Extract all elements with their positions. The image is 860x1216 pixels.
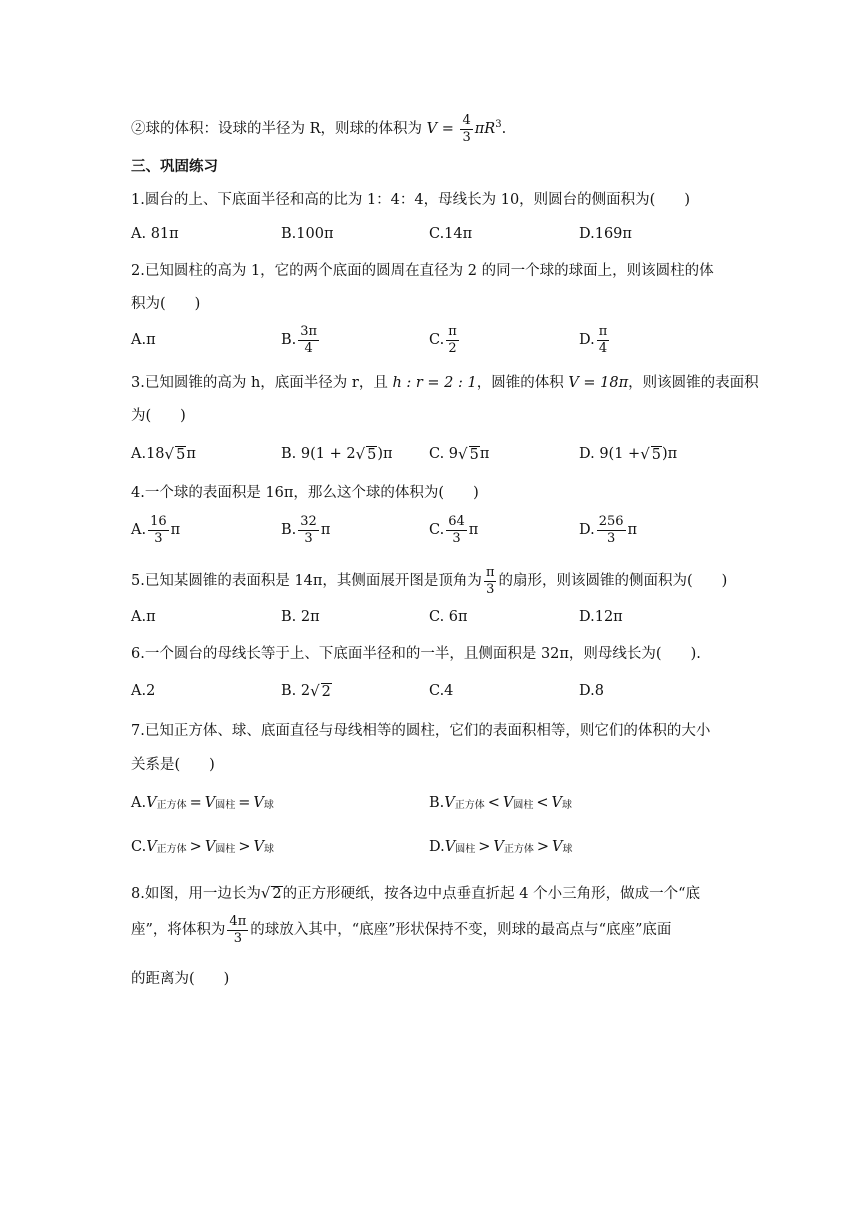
q7-relation: = — [189, 795, 202, 811]
q5-angle-denominator: 3 — [486, 581, 495, 597]
q6-options — [131, 671, 731, 711]
q2-stem-line2: 积为( ) — [131, 296, 201, 312]
q2-option-b — [281, 320, 321, 360]
q4-option-c — [429, 510, 478, 550]
q7-option-a — [131, 783, 274, 823]
intro-fraction-denominator: 3 — [462, 129, 471, 145]
q2-option-d-denominator: 4 — [598, 340, 608, 356]
q3-option-c-suffix: π — [479, 446, 490, 462]
q7-sub-cylinder: 圆柱 — [215, 799, 236, 811]
q4-option-a-numerator: 16 — [150, 513, 167, 529]
q4-option-d-denominator: 3 — [606, 530, 616, 546]
q8-stem-line2 — [131, 910, 671, 950]
q2-stem-line1: 2.已知圆柱的高为 1，它的两个底面的圆周在直径为 2 的同一个球的球面上，则该圆柱的体 — [131, 263, 714, 279]
q4-option-a-denominator: 3 — [154, 530, 163, 546]
q4-option-c-numerator: 64 — [448, 513, 465, 529]
q6-option-a: A.2 — [131, 683, 156, 699]
q3-option-a-radicand: 5 — [176, 446, 186, 463]
q7-options-row1 — [131, 783, 731, 823]
q3-option-a — [131, 434, 196, 474]
q4-option-a-label: A. — [131, 522, 147, 538]
q7-sub-cube: 正方体 — [156, 843, 187, 855]
sqrt-icon: √ — [164, 445, 175, 463]
q7-options-row2 — [131, 827, 731, 867]
q3-option-a-prefix: A.18 — [131, 446, 165, 462]
q8-volume-denominator: 3 — [233, 930, 242, 946]
q2-option-c-numerator: π — [448, 323, 457, 339]
intro-fraction-numerator: 4 — [462, 113, 471, 128]
q2-option-d-numerator: π — [598, 323, 608, 339]
q8-volume-fraction — [227, 915, 248, 945]
q1-stem: 1.圆台的上、下底面半径和高的比为 1：4：4，母线长为 10，则圆台的侧面积为( ) — [131, 192, 690, 208]
q7-sub-ball: 球 — [562, 799, 573, 811]
q7-option-d-label: D. — [429, 839, 445, 855]
q7-sub-cylinder: 圆柱 — [455, 843, 476, 855]
q2-option-d-label: D. — [579, 332, 595, 348]
q5-option-d: D.12π — [579, 609, 623, 625]
q7-v: V — [253, 839, 264, 855]
q8-line2-part1: 座”，将体积为 — [131, 921, 226, 938]
q6-option-d: D.8 — [579, 683, 604, 699]
q4-option-c-denominator: 3 — [452, 530, 461, 546]
q3-option-b-suffix: )π — [377, 446, 393, 462]
q6-option-b — [281, 671, 332, 711]
q4-option-b — [281, 510, 330, 550]
q7-sub-cube: 正方体 — [454, 799, 485, 811]
q7-v: V — [204, 839, 216, 855]
q2-option-b-fraction — [298, 325, 319, 355]
q3-volume: V = 18π — [568, 375, 629, 391]
q1-option-b: B.100π — [281, 226, 334, 242]
q4-option-a — [131, 510, 180, 550]
q3-option-c — [429, 434, 489, 474]
q8-stem-part1: 8.如图，用一边长为 — [131, 886, 261, 902]
intro-line — [131, 114, 506, 144]
q7-sub-ball: 球 — [263, 799, 274, 811]
q5-options — [131, 597, 731, 637]
q4-option-b-numerator: 32 — [300, 513, 317, 529]
q3-option-c-radicand: 5 — [469, 446, 479, 463]
q3-stem-part2: ，圆锥的体积 — [476, 375, 569, 391]
q3-option-c-prefix: C. 9 — [429, 446, 459, 462]
sqrt-icon: √ — [640, 445, 650, 463]
q3-option-d-radicand: 5 — [651, 446, 661, 463]
q8-stem-part2: 的正方形硬纸，按各边中点垂直折起 4 个小三角形，做成一个“底 — [282, 886, 700, 902]
q3-option-b-radicand: 5 — [367, 446, 377, 463]
q3-option-d-prefix: D. 9(1 + — [579, 446, 641, 462]
q1-option-d: D.169π — [579, 226, 632, 242]
q2-options — [131, 320, 731, 360]
q6-option-c: C.4 — [429, 683, 454, 699]
q4-option-b-suffix: π — [320, 522, 331, 538]
q2-option-c — [429, 320, 461, 360]
q5-option-c: C. 6π — [429, 609, 468, 625]
q7-option-c-label: C. — [131, 839, 147, 855]
q7-relation: < — [487, 795, 500, 811]
q3-option-a-suffix: π — [186, 446, 196, 462]
q2-option-c-denominator: 2 — [448, 340, 457, 356]
q7-sub-ball: 球 — [562, 843, 573, 855]
q7-stem-line1: 7.已知正方体、球、底面直径与母线相等的圆柱，它们的表面积相等，则它们的体积的大小 — [131, 723, 711, 739]
q5-stem — [131, 566, 727, 596]
q6-stem: 6.一个圆台的母线长等于上、下底面半径和的一半，且侧面积是 32π，则母线长为( ). — [131, 646, 701, 662]
q4-option-a-suffix: π — [170, 522, 181, 538]
intro-formula-end: . — [501, 121, 507, 138]
section-title: 三、巩固练习 — [131, 158, 218, 175]
q2-option-b-numerator: 3π — [300, 323, 318, 339]
q7-sub-cube: 正方体 — [503, 843, 534, 855]
q1-options — [131, 214, 731, 254]
q8-line2-part2: 的球放入其中，“底座”形状保持不变，则球的最高点与“底座”底面 — [250, 921, 672, 938]
q2-option-a: A.π — [131, 332, 156, 348]
intro-formula-exponent: 3 — [495, 119, 502, 131]
q7-sub-cylinder: 圆柱 — [215, 843, 236, 855]
q3-option-b-prefix: B. 9(1 + 2 — [281, 446, 356, 462]
q8-volume-numerator: 4π — [229, 913, 247, 929]
q1-option-c: C.14π — [429, 226, 473, 242]
q3-stem-part3: ，则该圆锥的表面积 — [628, 375, 759, 391]
q7-sub-ball: 球 — [263, 843, 274, 855]
q4-option-c-suffix: π — [468, 522, 479, 538]
q7-v: V — [444, 839, 456, 855]
q8-side-radicand: 2 — [272, 886, 282, 902]
q7-relation: = — [238, 795, 251, 811]
q7-option-b — [429, 783, 572, 823]
q7-v: V — [204, 795, 216, 811]
q8-stem-line1 — [131, 886, 700, 902]
q7-stem-line2: 关系是( ) — [131, 757, 215, 773]
q5-option-b: B. 2π — [281, 609, 320, 625]
q7-v: V — [444, 795, 455, 811]
q5-angle-numerator: π — [485, 564, 495, 580]
q7-v: V — [493, 839, 504, 855]
q4-option-b-denominator: 3 — [304, 530, 313, 546]
q6-option-b-radicand: 2 — [321, 683, 331, 700]
q3-option-d-suffix: )π — [662, 446, 678, 462]
q4-option-d-suffix: π — [627, 522, 638, 538]
q4-option-b-fraction — [298, 515, 319, 545]
q2-option-b-label: B. — [281, 332, 297, 348]
q8-stem-line3: 的距离为( ) — [131, 971, 230, 987]
q4-stem: 4.一个球的表面积是 16π，那么这个球的体积为( ) — [131, 485, 479, 501]
q5-stem-part1: 5.已知某圆锥的表面积是 14π，其侧面展开图是顶角为 — [131, 572, 482, 589]
q4-options — [131, 510, 731, 550]
q7-relation: < — [536, 795, 549, 811]
intro-formula-fraction — [460, 114, 472, 144]
q5-option-a: A.π — [131, 609, 156, 625]
q7-v: V — [253, 795, 264, 811]
q3-options — [131, 434, 731, 474]
q2-option-b-denominator: 4 — [304, 340, 313, 356]
q1-option-a: A. 81π — [131, 226, 179, 242]
q2-option-d — [579, 320, 611, 360]
q7-v: V — [551, 795, 563, 811]
q7-v: V — [146, 795, 157, 811]
q3-option-d — [579, 434, 677, 474]
q7-option-d — [429, 827, 572, 867]
q5-angle-fraction — [484, 566, 497, 596]
sqrt-icon: √ — [260, 884, 271, 902]
q7-v: V — [552, 839, 563, 855]
q3-stem-part1: 3.已知圆锥的高为 h，底面半径为 r，且 — [131, 375, 393, 391]
q7-sub-cylinder: 圆柱 — [513, 799, 534, 811]
q4-option-d — [579, 510, 637, 550]
q7-option-c — [131, 827, 274, 867]
q4-option-c-label: C. — [429, 522, 445, 538]
sqrt-icon: √ — [458, 445, 468, 463]
q2-option-c-label: C. — [429, 332, 445, 348]
sqrt-icon: √ — [310, 682, 320, 700]
intro-text: ②球的体积：设球的半径为 R，则球的体积为 — [131, 121, 423, 138]
q7-relation: > — [189, 839, 202, 855]
intro-formula-lhs: V = — [426, 121, 454, 138]
q7-option-b-label: B. — [429, 795, 445, 811]
q5-stem-part2: 的扇形，则该圆锥的侧面积为( ) — [498, 572, 728, 589]
q7-relation: > — [478, 839, 491, 855]
q7-v: V — [502, 795, 514, 811]
q7-option-a-label: A. — [131, 795, 147, 811]
q7-sub-cube: 正方体 — [156, 799, 187, 811]
q4-option-d-numerator: 256 — [598, 513, 624, 529]
q4-option-c-fraction — [446, 515, 467, 545]
q3-ratio: h : r = 2 : 1 — [392, 375, 477, 391]
q2-option-d-fraction — [597, 325, 610, 355]
sqrt-icon: √ — [355, 445, 366, 463]
q6-option-b-prefix: B. 2 — [281, 683, 311, 699]
q4-option-b-label: B. — [281, 522, 297, 538]
q3-stem-line2: 为( ) — [131, 408, 186, 424]
q7-relation: > — [536, 839, 549, 855]
q4-option-d-fraction — [597, 515, 626, 545]
q7-v: V — [146, 839, 157, 855]
q4-option-a-fraction — [148, 515, 169, 545]
intro-formula-rhs: πR — [474, 121, 496, 138]
q3-stem-line1 — [131, 376, 759, 391]
q3-option-b — [281, 434, 393, 474]
q7-relation: > — [238, 839, 251, 855]
q4-option-d-label: D. — [579, 522, 595, 538]
q2-option-c-fraction — [446, 325, 459, 355]
